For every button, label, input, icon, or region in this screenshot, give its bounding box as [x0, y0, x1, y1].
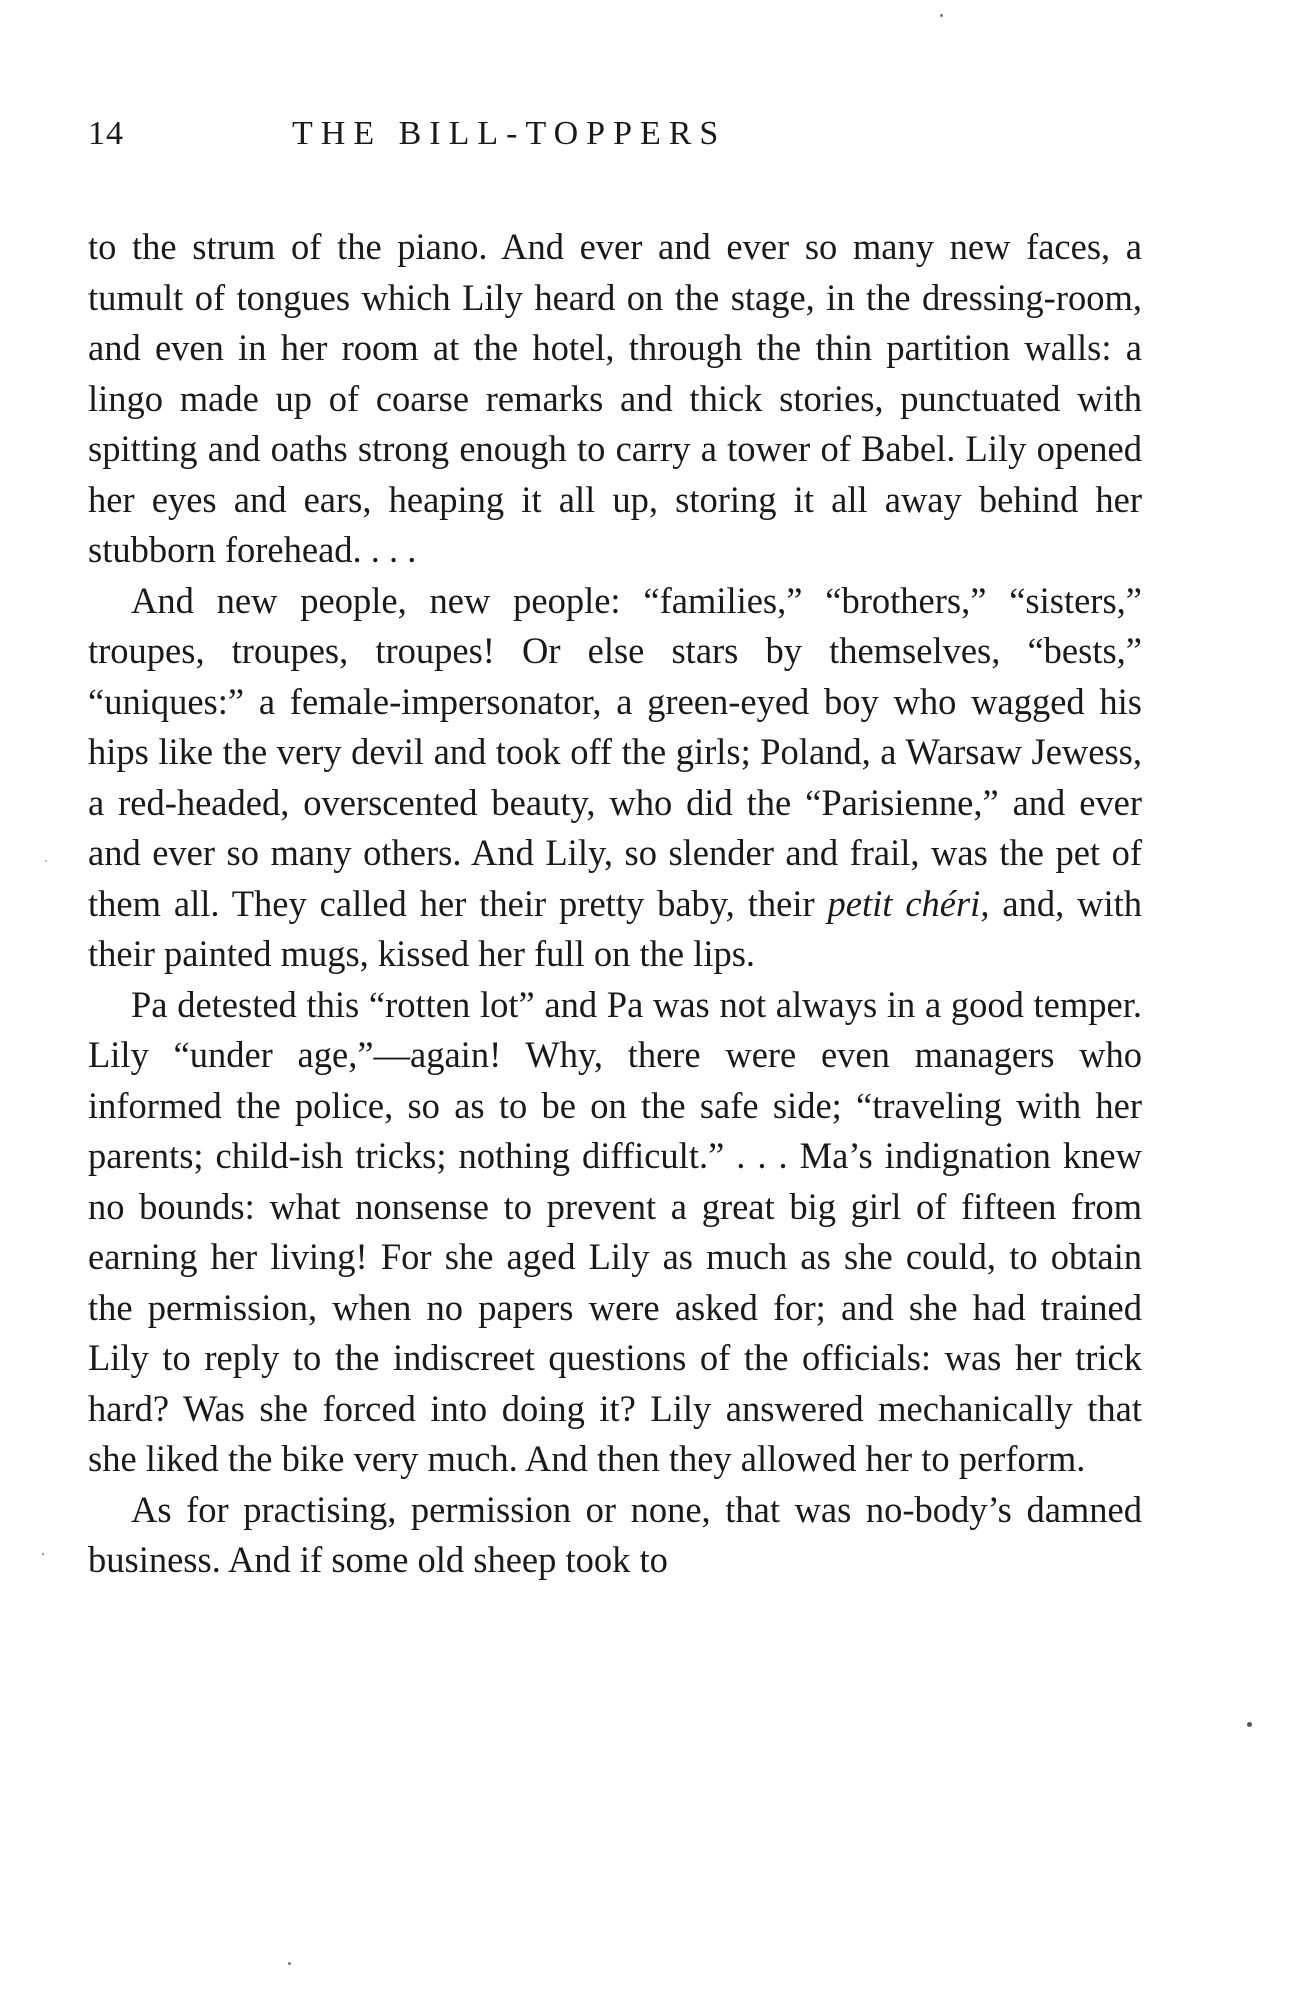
paragraph — [88, 576, 1142, 980]
paragraph — [88, 222, 1142, 576]
text-segment: to the strum of the piano. And ever and ever so many new faces, a tumult of tongues which Lily heard on the stage, in the dressing-room, and even in her room at the hotel, through the thin partition walls: a lingo made up of coarse remarks and thick stories, punctuated with spitting and oaths strong enough to carry a tower of Babel. Lily opened her eyes and ears, heaping it all up, storing it all away behind her stubborn forehead. . . . — [88, 226, 1142, 570]
scan-speck — [1247, 1722, 1252, 1727]
text-segment: As for practising, permission or none, that was no-body’s damned business. And if some old sheep took to — [88, 1488, 1142, 1580]
scan-speck — [288, 1962, 291, 1965]
page-header — [88, 106, 948, 162]
scan-speck — [940, 14, 943, 17]
text-segment: and, with their painted mugs, kissed her full on the lips. — [88, 882, 1143, 974]
italic-text-segment: petit chéri, — [827, 882, 990, 924]
paragraph — [88, 980, 1142, 1485]
body-text — [88, 222, 1142, 1586]
text-segment: And new people, new people: “families,” “brothers,” “sisters,” troupes, troupes, troupes! Or else stars by themselves, “bests,” “uniques:” a female-impersonator, a green-eyed boy who wagged his hips like the very devil and took off the girls; Poland, a Warsaw Jewess, a red-headed, overscented beauty, who did the “Parisienne,” and ever and ever so many others. And Lily, so slender and frail, was the pet of them all. They called her their pretty baby, their — [88, 579, 1142, 924]
text-segment: Pa detested this “rotten lot” and Pa was not always in a good temper. Lily “under age,”—again! Why, there were even managers who informed the police, so as to be on the safe side; “traveling with her parents; child-ish tricks; nothing difficult.” . . . Ma’s indignation knew no bounds: what nonsense to prevent a great big girl of fifteen from earning her living! For she aged Lily as much as she could, to obtain the permission, when no papers were asked for; and she had trained Lily to reply to the indiscreet questions of the officials: was her trick hard? Was she forced into doing it? Lily answered mechanically that she liked the bike very much. And then they allowed her to perform. — [88, 983, 1142, 1479]
paragraph — [88, 1485, 1142, 1586]
scan-speck — [45, 860, 47, 862]
page-number: 14 — [88, 115, 124, 152]
running-title: THE BILL-TOPPERS — [292, 115, 727, 152]
scan-speck — [42, 1553, 44, 1555]
